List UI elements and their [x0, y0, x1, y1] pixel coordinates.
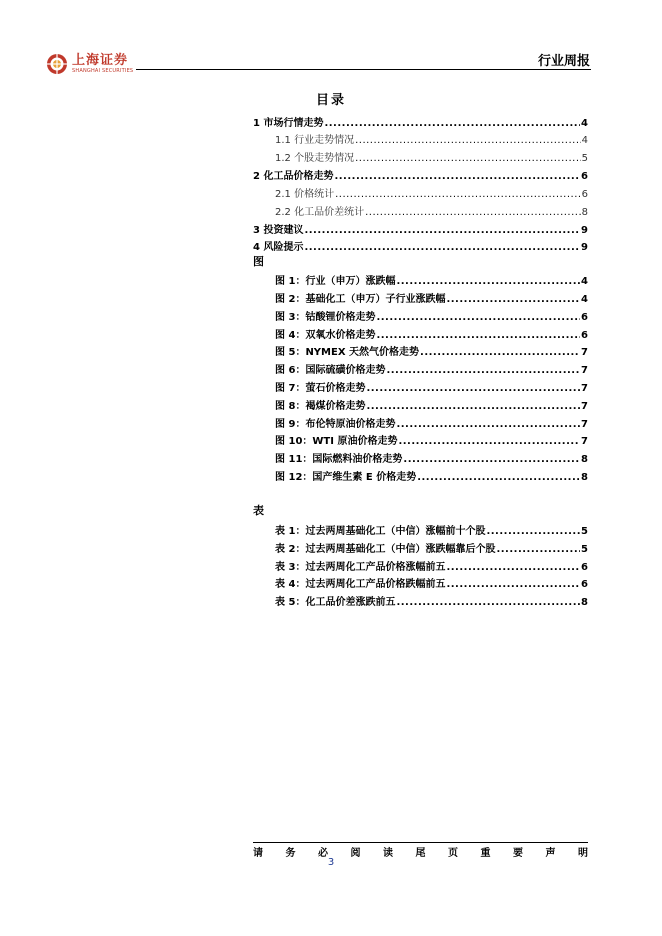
disclaimer-char: 请: [253, 848, 263, 859]
disclaimer-char: 重: [480, 848, 491, 859]
leader-dots: [324, 118, 580, 129]
toc-entry-label: 3 投资建议: [253, 225, 304, 236]
toc-entry-table-3[interactable]: [275, 556, 588, 573]
toc-entry-label: 图 3：钴酸锂价格走势: [275, 312, 376, 323]
disclaimer-char: 页: [448, 848, 458, 859]
report-type-label: 行业周报: [537, 54, 590, 69]
toc-entry-figure-2[interactable]: [275, 288, 588, 305]
toc-entry-figure-3[interactable]: [275, 306, 588, 323]
toc-entry-page: 6: [581, 189, 588, 200]
page-number: 3: [327, 857, 335, 868]
leader-dots: [398, 436, 580, 447]
toc-entry-section-1-1[interactable]: [275, 129, 588, 146]
toc-entry-figure-9[interactable]: [275, 413, 588, 430]
disclaimer-char: 阅: [350, 848, 361, 859]
disclaimer-char: 明: [578, 848, 588, 859]
toc-entry-figure-4[interactable]: [275, 324, 588, 341]
toc-entry-label: 图 5：NYMEX 天然气价格走势: [275, 347, 420, 358]
figures-heading: 图: [253, 255, 264, 268]
toc-entry-label: 表 5：化工品价差涨跌前五: [275, 597, 396, 608]
toc-entry-page: 5: [581, 544, 588, 555]
toc-entry-page: 4: [581, 294, 588, 305]
leader-dots: [335, 189, 581, 200]
toc-entry-figure-10[interactable]: [275, 430, 588, 447]
toc-entry-table-4[interactable]: [275, 573, 588, 590]
toc-entry-page: 6: [581, 562, 588, 573]
toc-entry-figure-8[interactable]: [275, 395, 588, 412]
tables-heading: 表: [253, 504, 264, 517]
toc-entry-label: 2 化工品价格走势: [253, 171, 334, 182]
toc-entry-page: 8: [581, 597, 588, 608]
toc-entry-label: 表 2：过去两周基础化工（中信）涨跌幅靠后个股: [275, 544, 496, 555]
toc-entry-label: 1.2 个股走势情况: [275, 153, 355, 164]
leader-dots: [486, 526, 580, 537]
toc-entry-page: 6: [581, 171, 588, 182]
toc-entry-label: 4 风险提示: [253, 242, 304, 253]
leader-dots: [304, 225, 580, 236]
leader-dots: [386, 365, 580, 376]
toc-entry-label: 图 11：国际燃料油价格走势: [275, 454, 403, 465]
toc-entry-label: 2.2 化工品价差统计: [275, 207, 365, 218]
toc-entry-section-3[interactable]: [253, 219, 588, 236]
toc-entry-label: 1.1 行业走势情况: [275, 135, 355, 146]
leader-dots: [446, 294, 580, 305]
disclaimer-char: 必: [318, 848, 328, 859]
toc-entry-page: 5: [581, 153, 588, 164]
toc-entry-page: 4: [581, 276, 588, 287]
leader-dots: [376, 330, 580, 341]
toc-entry-figure-5[interactable]: [275, 341, 588, 358]
toc-entry-label: 表 3：过去两周化工产品价格涨幅前五: [275, 562, 446, 573]
logo-english-name: SHANGHAI SECURITIES: [72, 68, 134, 74]
leader-dots: [366, 401, 580, 412]
leader-dots: [355, 153, 581, 164]
leader-dots: [366, 383, 580, 394]
toc-entry-page: 6: [581, 330, 588, 341]
leader-dots: [446, 562, 580, 573]
toc-entry-page: 4: [581, 118, 588, 129]
toc-entry-page: 7: [581, 383, 588, 394]
toc-entry-label: 图 12：国产维生素 E 价格走势: [275, 472, 417, 483]
toc-entry-section-1-2[interactable]: [275, 147, 588, 164]
disclaimer-char: 要: [513, 848, 523, 859]
toc-entry-label: 表 4：过去两周化工产品价格跌幅前五: [275, 579, 446, 590]
toc-entry-figure-1[interactable]: [275, 270, 588, 287]
disclaimer-char: 尾: [415, 848, 426, 859]
toc-entry-table-2[interactable]: [275, 538, 588, 555]
leader-dots: [420, 347, 580, 358]
toc-entry-label: 1 市场行情走势: [253, 118, 324, 129]
logo-emblem-icon: [46, 53, 68, 75]
leader-dots: [365, 207, 581, 218]
leader-dots: [396, 597, 580, 608]
toc-entry-label: 图 8：褐煤价格走势: [275, 401, 366, 412]
toc-entry-section-2[interactable]: [253, 165, 588, 182]
toc-entry-page: 7: [581, 436, 588, 447]
toc-entry-page: 4: [581, 135, 588, 146]
toc-entry-table-5[interactable]: [275, 591, 588, 608]
company-logo: [46, 50, 133, 78]
toc-entry-figure-7[interactable]: [275, 377, 588, 394]
toc-entry-label: 图 7：萤石价格走势: [275, 383, 366, 394]
toc-entry-page: 8: [581, 454, 588, 465]
toc-title: 目录: [315, 93, 346, 108]
toc-entry-page: 8: [581, 472, 588, 483]
logo-chinese-name: 上海证券: [72, 53, 129, 68]
leader-dots: [304, 242, 580, 253]
leader-dots: [417, 472, 580, 483]
leader-dots: [396, 419, 580, 430]
toc-entry-label: 图 10：WTI 原油价格走势: [275, 436, 398, 447]
toc-entry-label: 图 4：双氧水价格走势: [275, 330, 376, 341]
toc-entry-page: 7: [581, 419, 588, 430]
leader-dots: [446, 579, 580, 590]
toc-entry-page: 9: [581, 242, 588, 253]
leader-dots: [334, 171, 580, 182]
disclaimer-char: 声: [545, 848, 556, 859]
leader-dots: [376, 312, 580, 323]
toc-entry-page: 6: [581, 312, 588, 323]
toc-entry-label: 图 6：国际硫磺价格走势: [275, 365, 386, 376]
leader-dots: [496, 544, 580, 555]
toc-entry-section-4[interactable]: [253, 236, 588, 253]
toc-entry-section-2-2[interactable]: [275, 201, 588, 218]
toc-entry-page: 6: [581, 579, 588, 590]
toc-entry-page: 5: [581, 526, 588, 537]
toc-entry-page: 9: [581, 225, 588, 236]
toc-entry-page: 7: [581, 365, 588, 376]
toc-entry-label: 图 9：布伦特原油价格走势: [275, 419, 396, 430]
toc-entry-table-1[interactable]: [275, 520, 588, 537]
toc-entry-label: 图 1：行业（申万）涨跌幅: [275, 276, 396, 287]
toc-entry-label: 图 2：基础化工（申万）子行业涨跌幅: [275, 294, 446, 305]
leader-dots: [403, 454, 580, 465]
toc-entry-label: 表 1：过去两周基础化工（中信）涨幅前十个股: [275, 526, 486, 537]
footer-divider: [253, 842, 588, 843]
disclaimer-char: 务: [285, 848, 296, 859]
disclaimer-char: 读: [383, 848, 393, 859]
toc-entry-page: 7: [581, 401, 588, 412]
toc-entry-section-1[interactable]: [253, 112, 588, 129]
leader-dots: [396, 276, 580, 287]
toc-entry-figure-6[interactable]: [275, 359, 588, 376]
toc-entry-label: 2.1 价格统计: [275, 189, 335, 200]
toc-entry-figure-12[interactable]: [275, 466, 588, 483]
leader-dots: [355, 135, 581, 146]
toc-entry-section-2-1[interactable]: [275, 183, 588, 200]
toc-entry-figure-11[interactable]: [275, 448, 588, 465]
header-divider: [136, 69, 591, 70]
toc-entry-page: 8: [581, 207, 588, 218]
toc-entry-page: 7: [581, 347, 588, 358]
